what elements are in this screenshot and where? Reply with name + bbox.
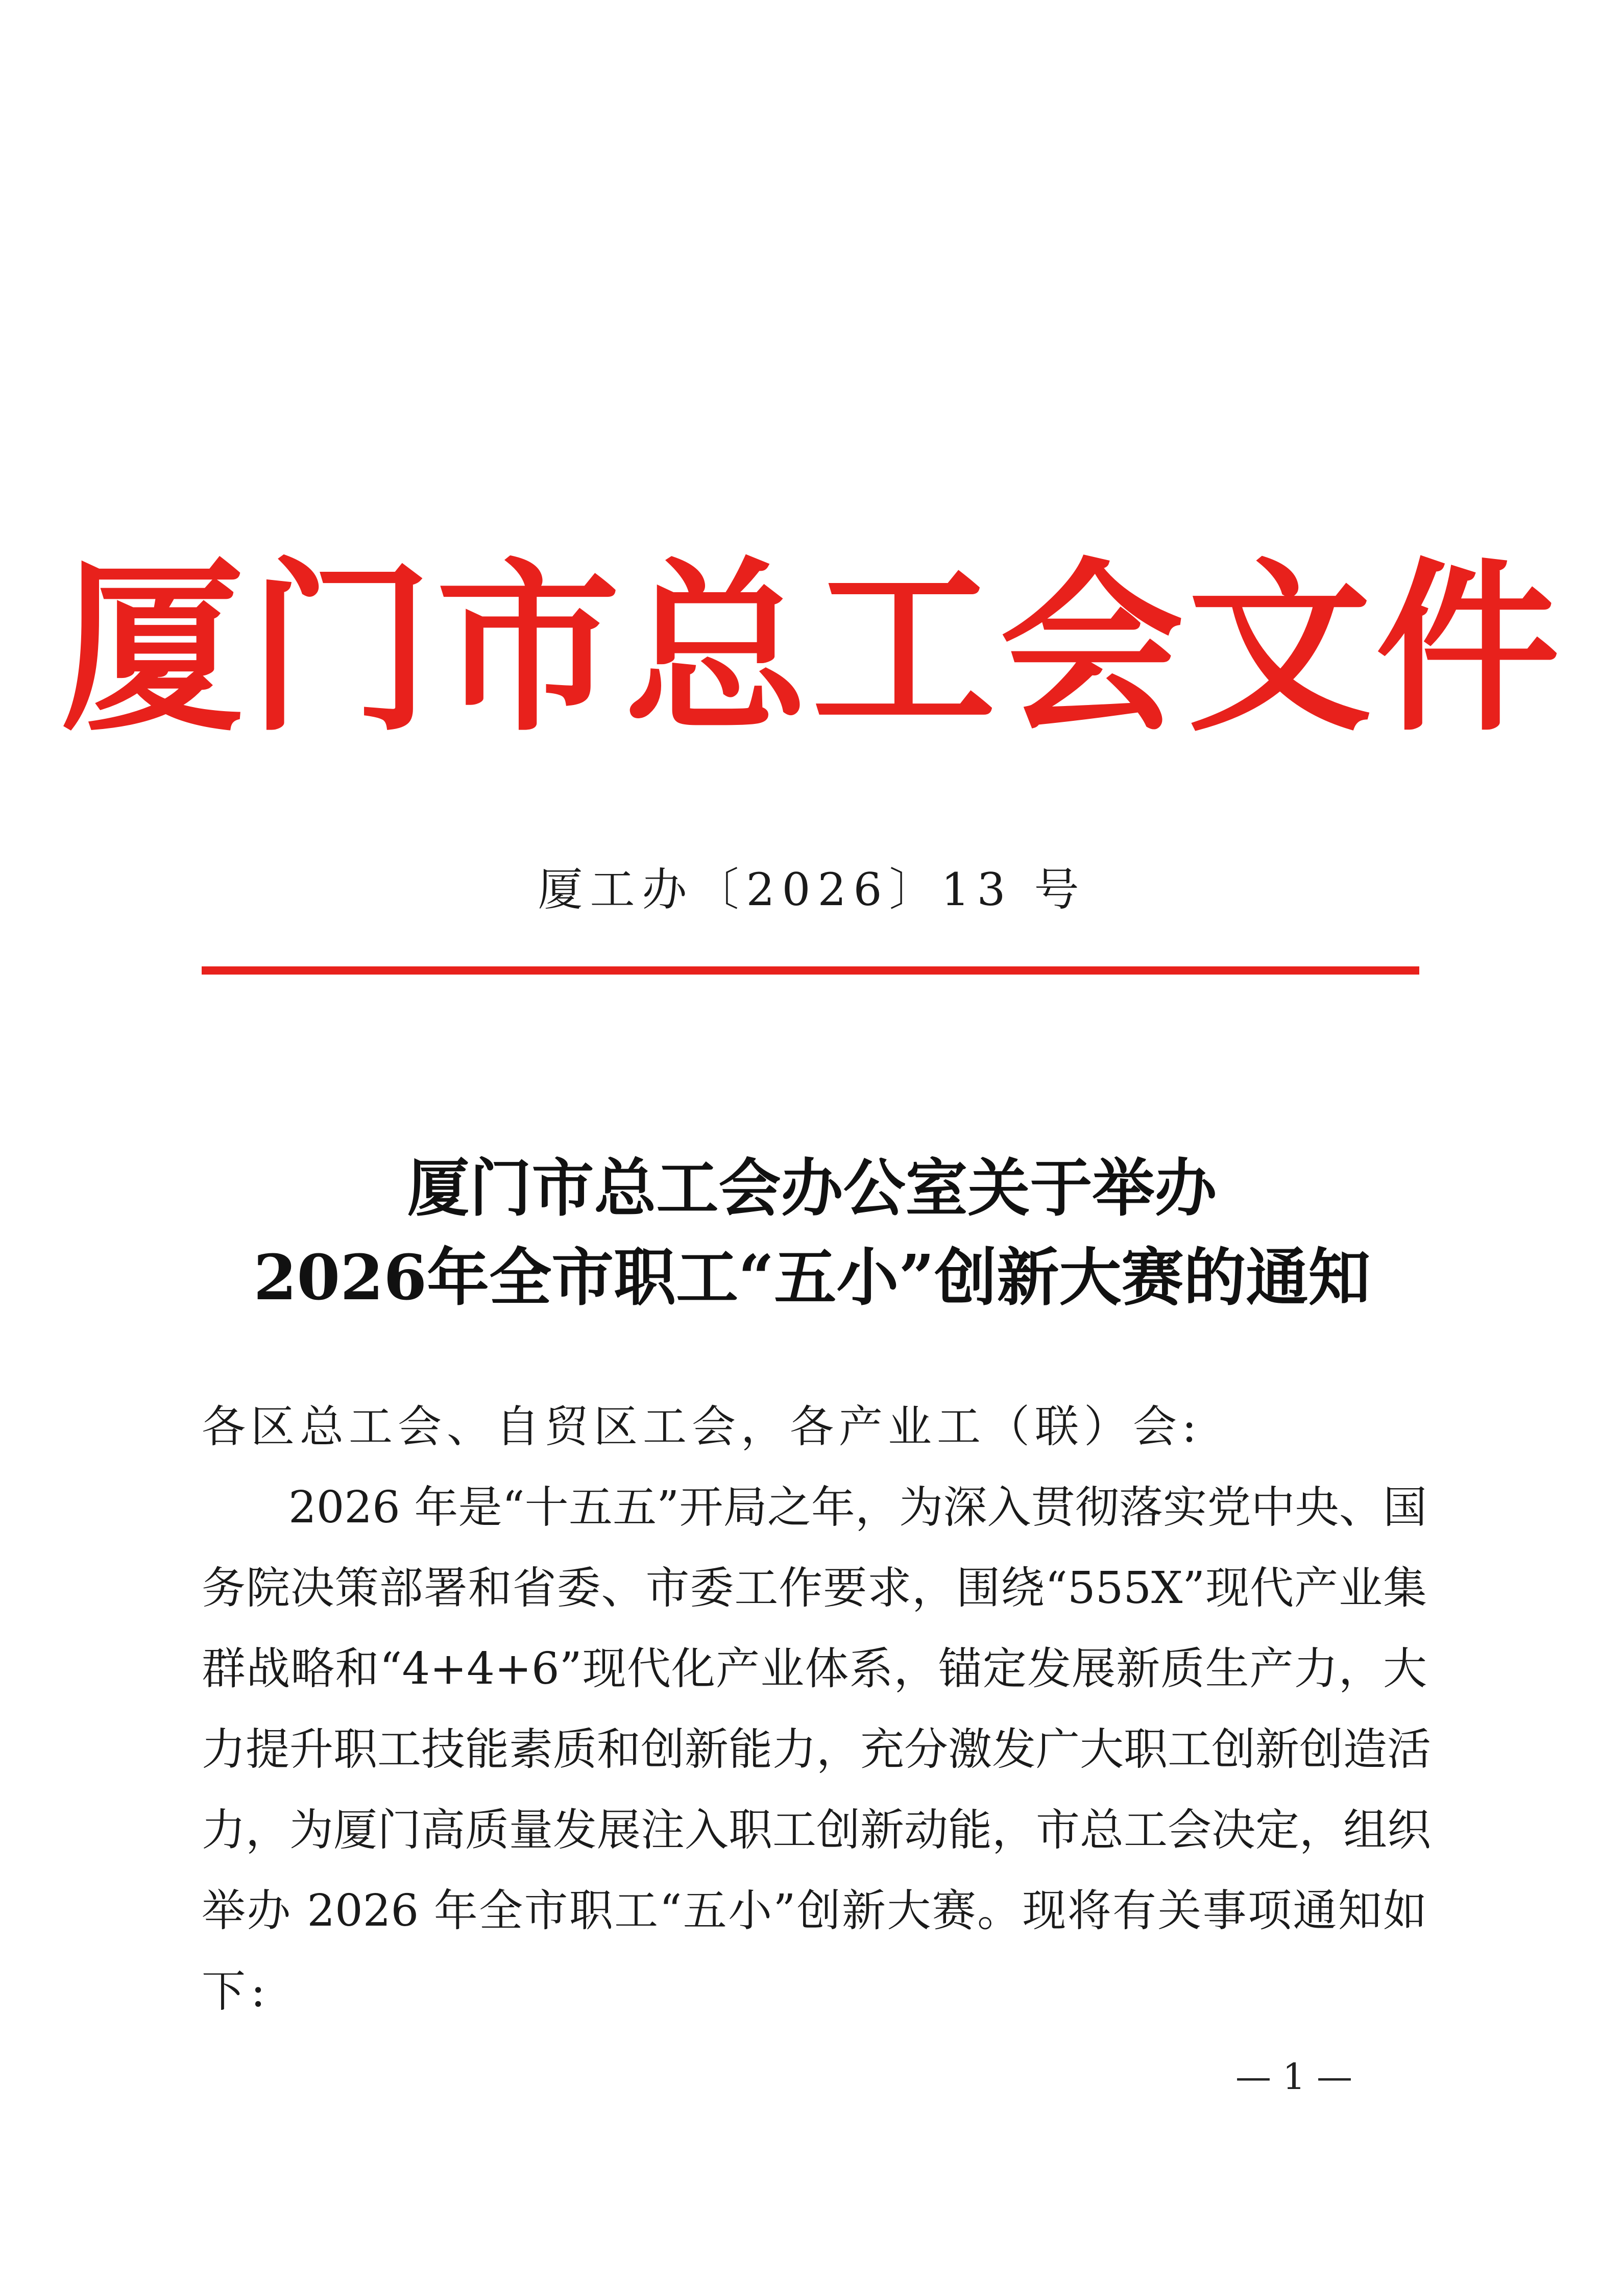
body-line-3: 群战略和“4+4+6”现代化产业体系，锚定发展新质生产力，大 <box>202 1643 1427 1694</box>
red-separator-line <box>202 966 1419 975</box>
notice-title <box>0 1144 1624 1322</box>
body-line-2: 务院决策部署和省委、市委工作要求，围绕“555X”现代产业集 <box>202 1563 1427 1614</box>
notice-title-line-2: 2026年全市职工“五小”创新大赛的通知 <box>253 1241 1371 1314</box>
body-line-1: 2026 年是“十五五”开局之年，为深入贯彻落实党中央、国 <box>288 1482 1427 1533</box>
notice-title-line-1: 厦门市总工会办公室关于举办 <box>407 1151 1217 1225</box>
body-line-6: 举办 2026 年全市职工“五小”创新大赛。现将有关事项通知如 <box>202 1885 1427 1936</box>
body-line-5: 力，为厦门高质量发展注入职工创新动能，市总工会决定，组织 <box>202 1805 1431 1856</box>
page-number: — 1 — <box>1235 2056 1353 2098</box>
body-line-7: 下: <box>202 1966 271 2017</box>
body-line-4: 力提升职工技能素质和创新能力，充分激发广大职工创新创造活 <box>202 1724 1431 1775</box>
document-number: 厦工办〔2026〕13 号 <box>538 863 1086 916</box>
document-masthead: 厦门市总工会文件 <box>60 540 1564 756</box>
salutation: 各区总工会、自贸区工会，各产业工（联）会: <box>202 1401 1202 1452</box>
